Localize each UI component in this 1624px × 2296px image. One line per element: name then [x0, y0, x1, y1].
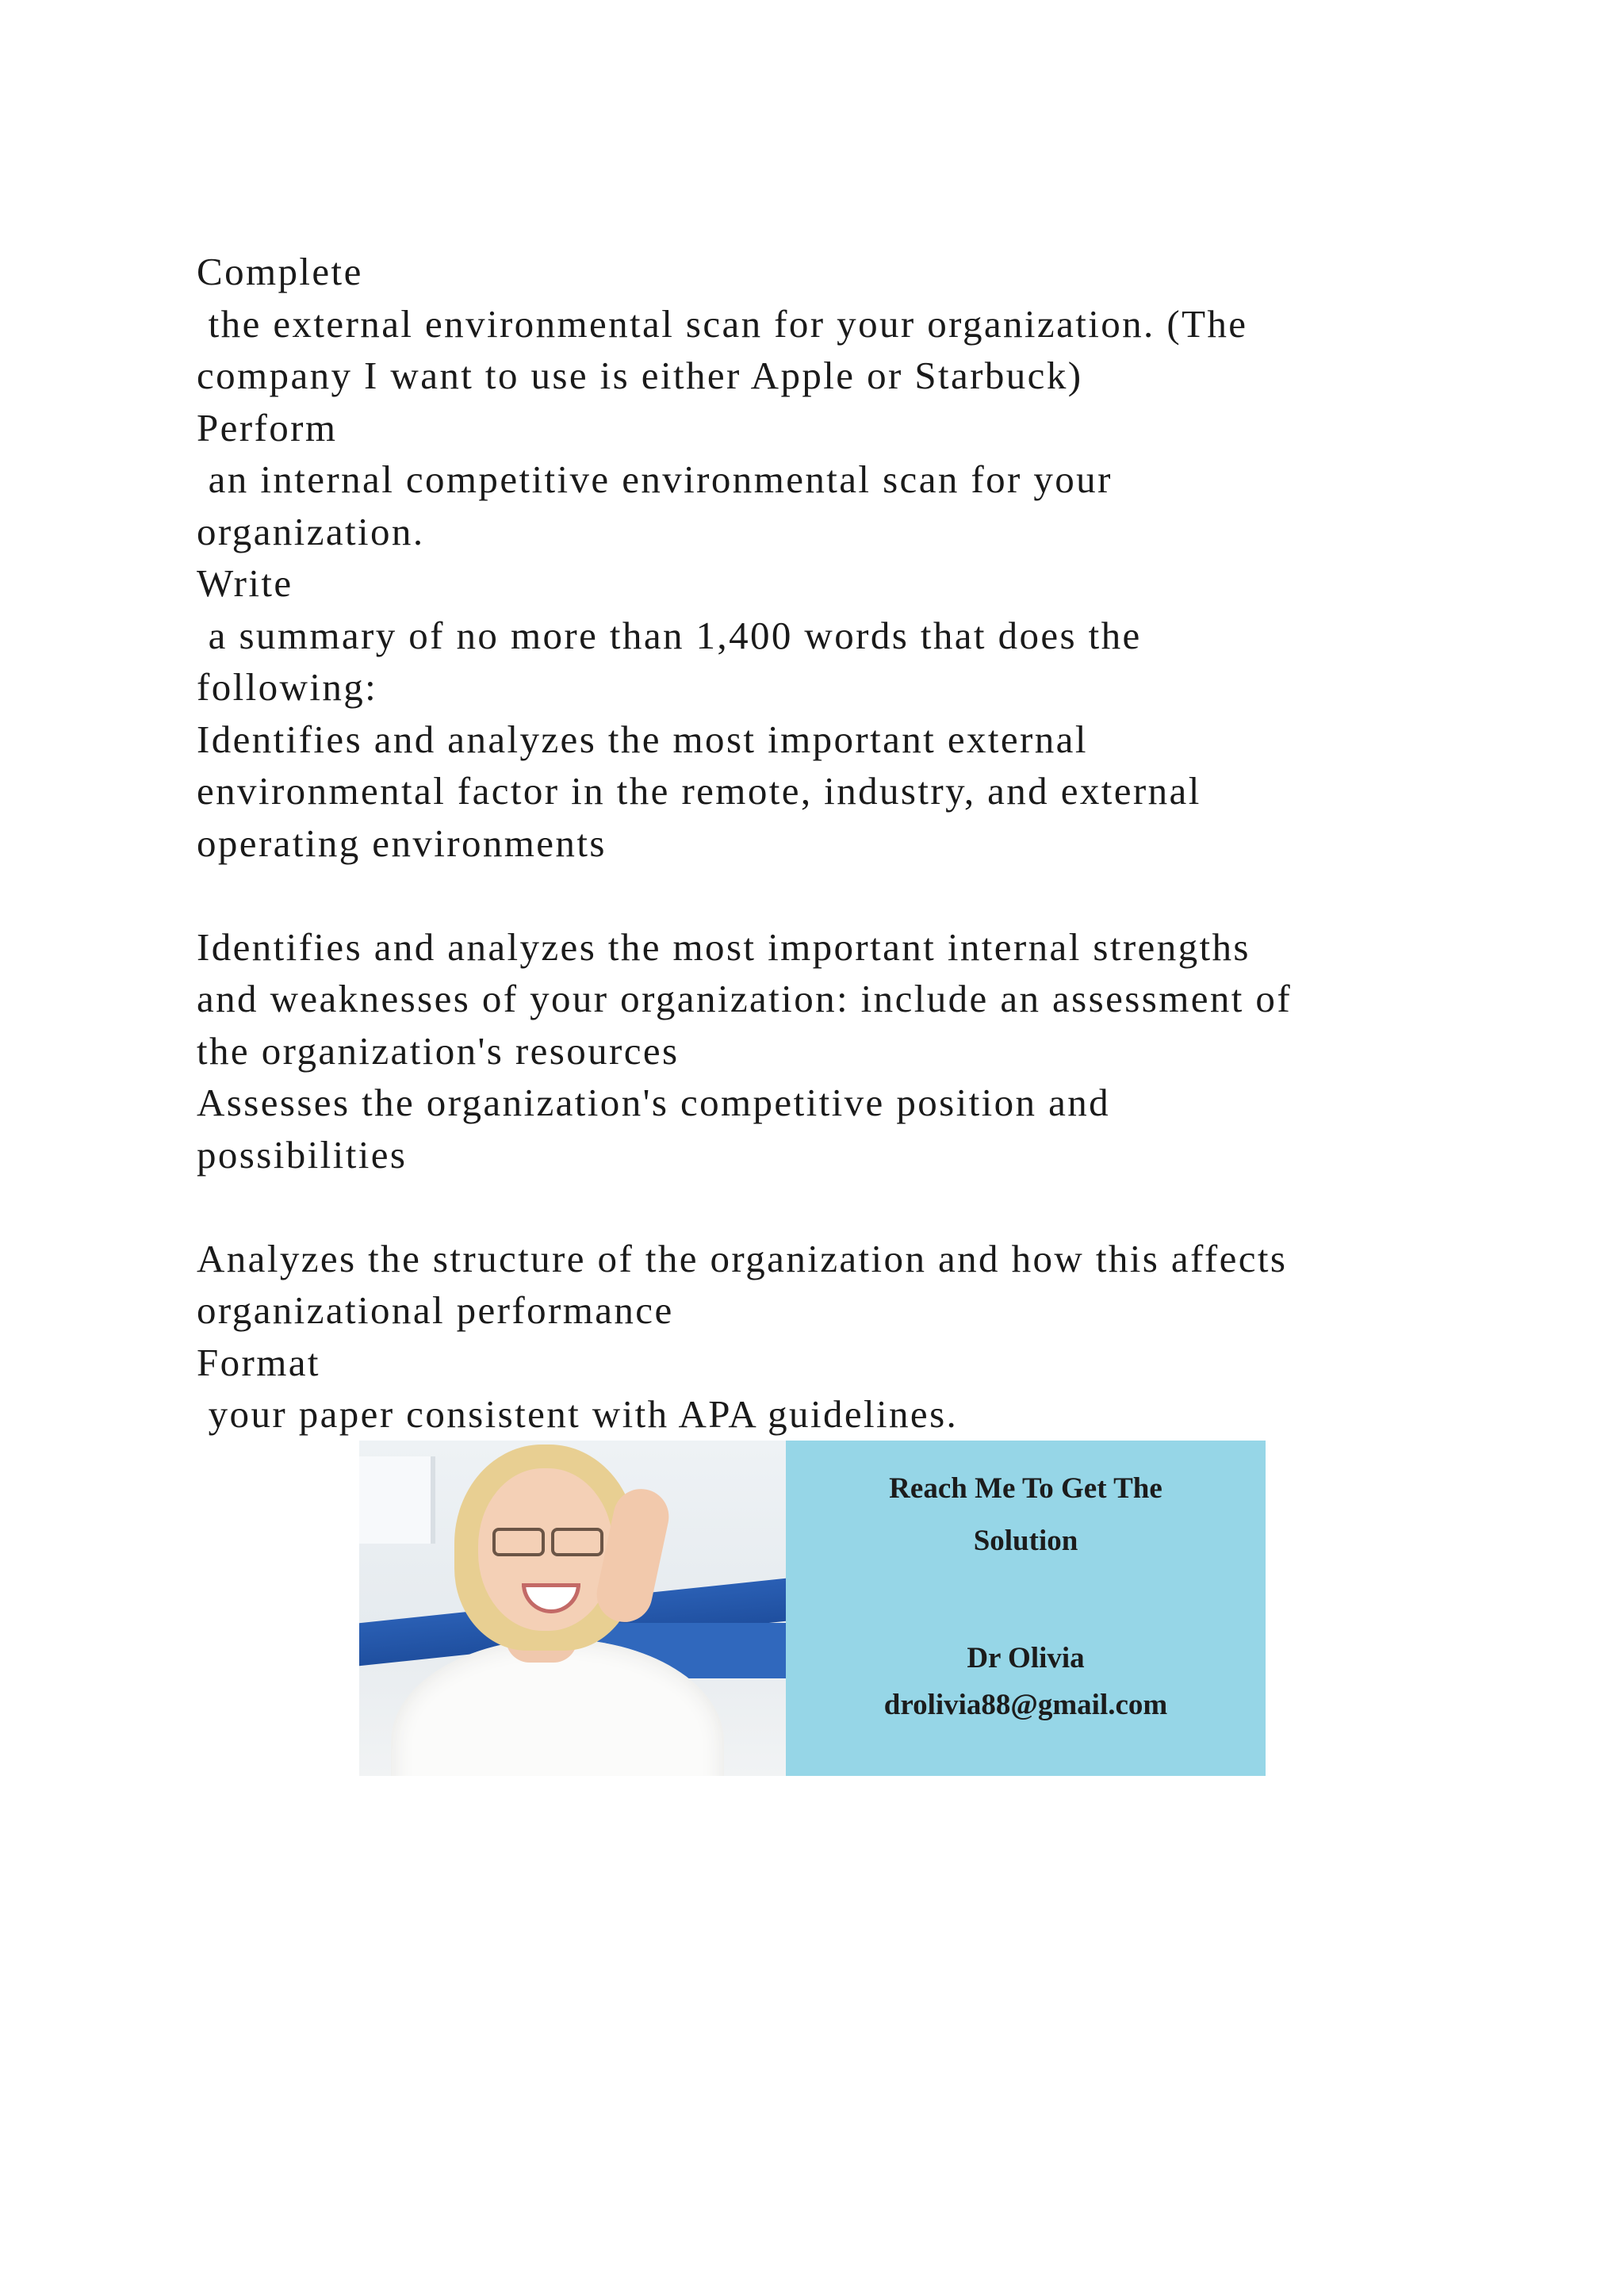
text-line: organization. — [197, 509, 425, 553]
text-line: Identifies and analyzes the most important external — [197, 717, 1088, 761]
woman-photo — [359, 1441, 786, 1776]
text-line: and weaknesses of your organization: include an assessment of — [197, 977, 1293, 1020]
text-line: Identifies and analyzes the most important internal strengths — [197, 924, 1251, 969]
text-line: an internal competitive environmental scan for your — [197, 457, 1113, 501]
background-window — [359, 1456, 435, 1544]
contact-name: Dr Olivia — [967, 1642, 1085, 1674]
text-line: Complete — [197, 250, 363, 293]
contact-email: drolivia88@gmail.com — [883, 1689, 1168, 1721]
text-line: organizational performance — [197, 1288, 674, 1332]
contact-headline — [786, 1463, 1266, 1567]
text-line: Format — [197, 1340, 320, 1384]
contact-banner — [359, 1441, 1266, 1776]
headline-line: Solution — [973, 1525, 1078, 1557]
text-line: following: — [197, 665, 378, 709]
blank-line — [197, 869, 1434, 921]
text-line: the organization's resources — [197, 1028, 680, 1073]
text-line: a summary of no more than 1,400 words that does the — [197, 613, 1142, 657]
text-line: possibilities — [197, 1132, 408, 1177]
text-line: Analyzes the structure of the organization and how this affects — [197, 1236, 1288, 1280]
blank-line — [197, 1181, 1434, 1233]
text-line: Perform — [197, 405, 338, 450]
text-line: Write — [197, 561, 293, 605]
text-line: environmental factor in the remote, industry, and external — [197, 769, 1201, 813]
contact-panel — [786, 1441, 1266, 1776]
text-line: Assesses the organization's competitive position and — [197, 1081, 1111, 1124]
assignment-instructions — [197, 246, 1434, 1441]
text-line: operating environments — [197, 821, 607, 865]
glasses-icon — [492, 1528, 603, 1552]
text-line: company I want to use is either Apple or Starbuck) — [197, 354, 1083, 397]
text-line: the external environmental scan for your organization. (The — [197, 301, 1248, 346]
text-line: your paper consistent with APA guidelines. — [197, 1392, 959, 1436]
headline-line: Reach Me To Get The — [889, 1472, 1162, 1505]
